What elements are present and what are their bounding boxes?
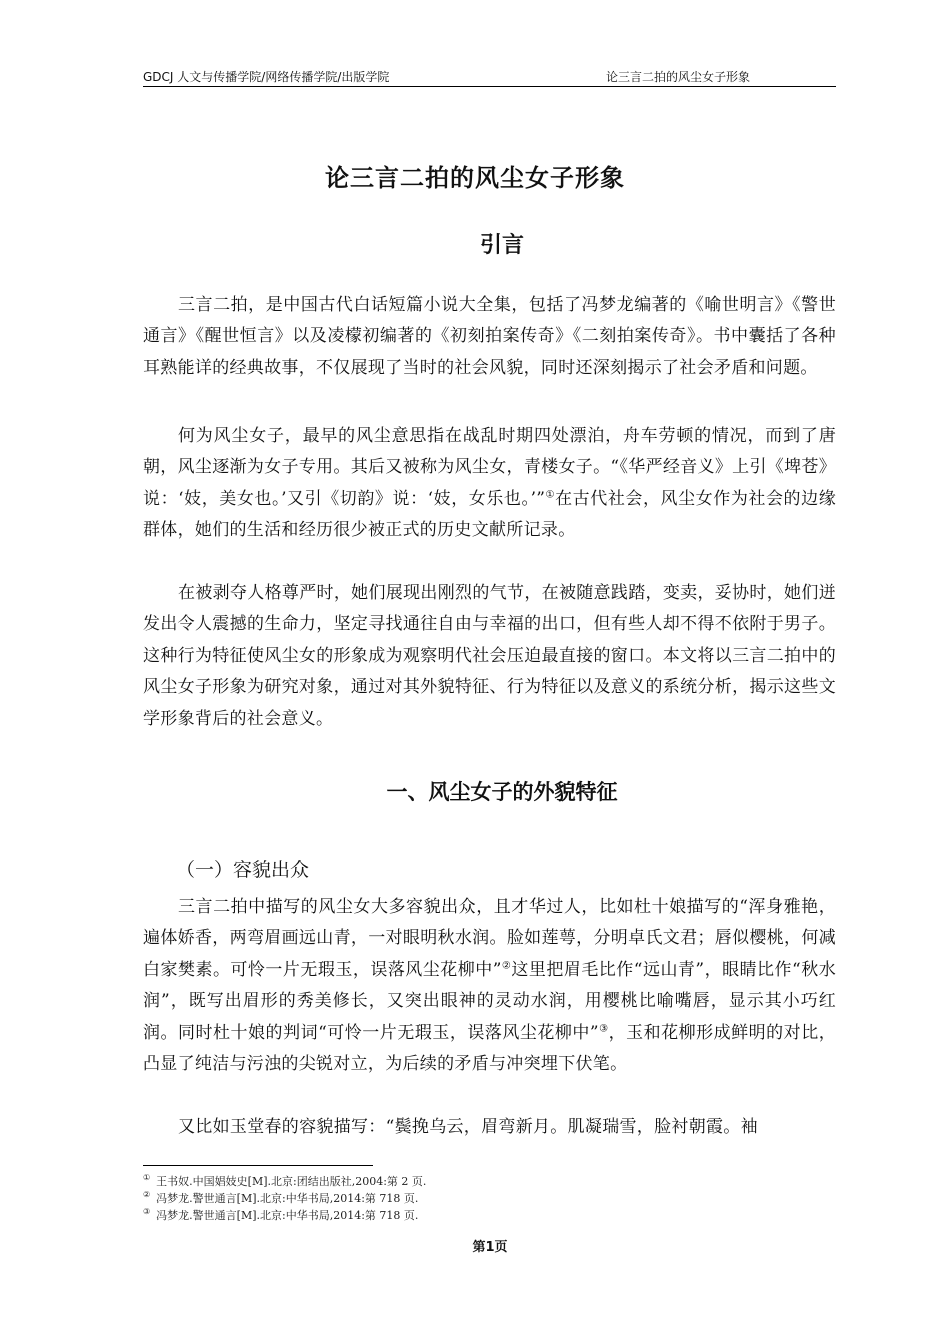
footnote-mark: ③: [143, 1207, 151, 1217]
footnote-item: [143, 1207, 836, 1224]
section-1-paragraph-1-text-a: 三言二拍中描写的风尘女大多容貌出众，且才华过人，比如杜十娘描写的“浑身雅艳，遍体娇香，两弯眉画远山青，一对眼明秋水润。脸如莲萼，分明卓氏文君；唇似樱桃，何减白家樊素。可怜一片无瑕玉，误落风尘花柳中”: [143, 897, 836, 980]
section-1-subheading-1: （一）容貌出众: [176, 859, 310, 881]
section-1-paragraph-2: 又比如玉堂春的容貌描写：“鬓挽乌云，眉弯新月。肌凝瑞雪，脸衬朝霞。袖: [178, 1117, 758, 1137]
footnote-separator: [143, 1165, 373, 1166]
intro-paragraph-2-text-a: 何为风尘女子，最早的风尘意思指在战乱时期四处漂泊，舟车劳顿的情况，而到了唐朝，风尘逐渐为女子专用。其后又被称为风尘女，青楼女子。“《华严经音义》上引《埤苍》说：‘妓，美女也。’又引《切韵》说：‘妓，女乐也。’”: [143, 426, 836, 509]
footnote-text: 冯梦龙.警世通言[M].北京:中华书局,2014:第 718 页.: [156, 1209, 419, 1222]
section-1-paragraph-1-text-b: 这里把眉毛比作“远山青”，眼睛比作“秋水润”，既写出眉形的秀美修长，又突出眼神的灵动水润，用樱桃比喻嘴唇，显示其小巧红润。同时杜十娘的判词“可怜一片无瑕玉，误落风尘花柳中”: [143, 959, 836, 1043]
page-header: [143, 66, 836, 87]
header-title: 论三言二拍的风尘女子形象: [606, 70, 751, 84]
footnote-ref-2: ②: [501, 960, 512, 972]
footnote-ref-3: ③: [598, 1022, 609, 1034]
footnotes: [143, 1173, 836, 1224]
footnote-mark: ①: [143, 1173, 151, 1183]
intro-paragraph-1: 三言二拍，是中国古代白话短篇小说大全集，包括了冯梦龙编著的《喻世明言》《警世通言》《醒世恒言》以及凌檬初编著的《初刻拍案传奇》《二刻拍案传奇》。书中囊括了各种耳熟能详的经典故事，不仅展现了当时的社会风貌，同时还深刻揭示了社会矛盾和问题。: [143, 295, 836, 378]
footnote-item: [143, 1190, 836, 1207]
page-number: 第1页: [472, 1240, 508, 1255]
section-1-paragraph-1: [143, 892, 836, 1080]
intro-paragraph-3: 在被剥夺人格尊严时，她们展现出刚烈的气节，在被随意践踏，变卖，妥协时，她们迸发出令人震撼的生命力，坚定寻找通往自由与幸福的出口，但有些人却不得不依附于男子。这种行为特征使风尘女的形象成为观察明代社会压迫最直接的窗口。本文将以三言二拍中的风尘女子形象为研究对象，通过对其外貌特征、行为特征以及意义的系统分析，揭示这些文学形象背后的社会意义。: [143, 583, 836, 729]
header-institution: GDCJ 人文与传播学院/网络传播学院/出版学院: [143, 70, 390, 84]
paper-title: 论三言二拍的风尘女子形象: [325, 164, 625, 192]
intro-paragraph-2: [143, 421, 836, 547]
footnote-item: [143, 1173, 836, 1190]
footnote-ref-1: ①: [545, 489, 556, 501]
section-1-paragraph-1-text-c: ，玉和花柳形成鲜明的对比，凸显了纯洁与污浊的尖锐对立，为后续的矛盾与冲突埋下伏笔。: [143, 1022, 836, 1075]
footnote-text: 冯梦龙.警世通言[M].北京:中华书局,2014:第 718 页.: [156, 1192, 419, 1205]
footnote-text: 王书奴.中国娼妓史[M].北京:团结出版社,2004:第 2 页.: [156, 1175, 427, 1188]
section-1-heading: 一、风尘女子的外貌特征: [386, 780, 618, 804]
intro-heading: 引言: [479, 233, 524, 258]
intro-paragraph-2-text-b: 在古代社会，风尘女作为社会的边缘群体，她们的生活和经历很少被正式的历史文献所记录。: [143, 488, 837, 541]
footnote-mark: ②: [143, 1190, 151, 1200]
